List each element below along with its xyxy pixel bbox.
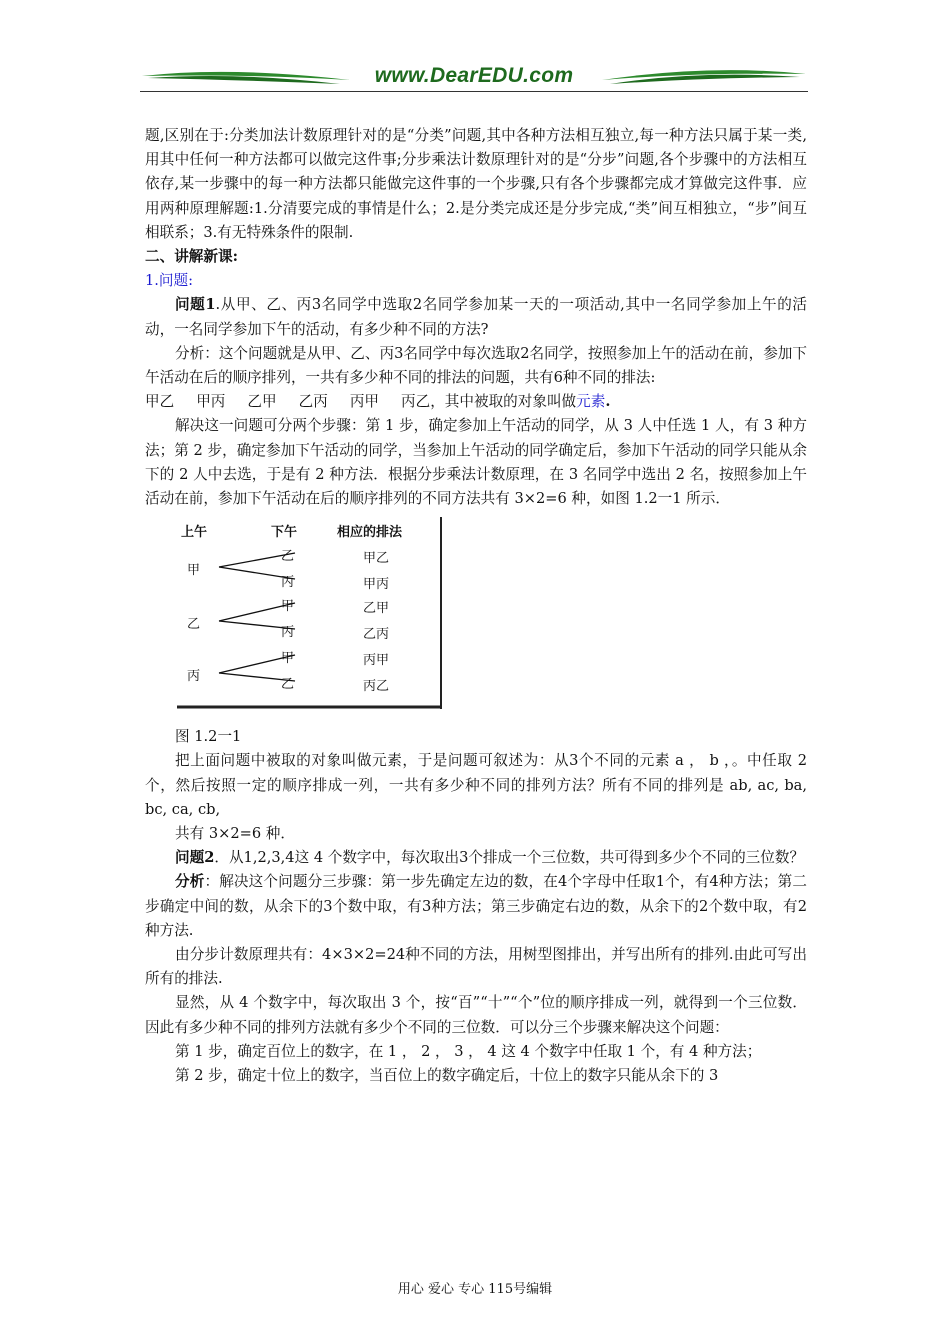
tree-root: 甲 [187, 563, 201, 579]
paragraph-restate: 把上面问题中被取的对象叫做元素，于是问题可叙述为：从3个不同的元素 a ， b ，。中任取 2 个，然后按照一定的顺序排成一列，一共有多少种不同的排列方法？所有不同的排列是 ab, ac, ba, bc, ca, cb, [145, 752, 807, 818]
tree-result: 甲丙 [363, 577, 390, 593]
question-2-label: 问题2 [175, 849, 215, 867]
step-1: 第 1 步，确定百位上的数字，在 1 ， 2 ， 3 ， 4 这 4 个数字中任取 1 个，有 4 种方法； [175, 1042, 762, 1060]
document-body [145, 124, 807, 1088]
site-logo-text: www.DearEDU.com [374, 64, 574, 87]
analysis-2-label: 分析 [175, 873, 205, 891]
question-1 [145, 293, 807, 341]
perm-item: 甲乙 [145, 393, 175, 411]
tree-branch: 乙 [281, 677, 295, 693]
solution-1: 解决这一问题可分两个步骤：第 1 步，确定参加上午活动的同学，从 3 人中任选 1 人，有 3 种方法；第 2 步，确定参加下午活动的同学，当参加上午活动的同学确定后，参加下午活动的同学只能从余下的 2 人中去选，于是有 2 种方法．根据分步乘法计数原理，在 3 名同学中选出 2 名，按照参加上午活动在前，参加下午活动在后的顺序排列的不同方法共有 3×2=6 种，如图 1.2一1 所示． [145, 417, 807, 508]
page-footer: 用心 爱心 专心 115号编辑 [397, 1282, 553, 1297]
element-term-link[interactable]: 元素 [576, 393, 606, 411]
paragraph-obvious: 显然，从 4 个数字中，每次取出 3 个，按“百”“十”“个”位的顺序排成一列，就得到一个三位数．因此有多少种不同的排列方法就有多少个不同的三位数．可以分三个步骤来解决这个问题： [145, 994, 807, 1036]
column-header-afternoon: 下午 [271, 525, 298, 541]
column-header-morning: 上午 [181, 525, 208, 541]
paragraph-tree: 由分步计数原理共有：4×3×2=24种不同的方法，用树型图排出，并写出所有的排列.由此可写出所有的排法. [145, 946, 807, 988]
tree-diagram-lines [173, 517, 453, 713]
question-1-label: 问题1 [175, 296, 216, 314]
tree-diagram-figure [173, 517, 453, 713]
step-2: 第 2 步，确定十位上的数字，当百位上的数字确定后，十位上的数字只能从余下的 3 [175, 1067, 719, 1085]
header-divider [140, 91, 808, 92]
paragraph-principles: 题,区别在于:分类加法计数原理针对的是“分类”问题,其中各种方法相互独立,每一种方法只属于某一类,用其中任何一种方法都可以做完这件事;分步乘法计数原理针对的是“分步”问题,各个步骤中的方法相互依存,某一步骤中的每一种方法都只能做完这件事的一个步骤,只有各个步骤都完成才算做完这件事．应用两种原理解题:1.分清要完成的事情是什么；2.是分类完成还是分步完成,“类”间互相独立，“步”间互相联系；3.有无特殊条件的限制. [145, 127, 807, 241]
analysis-2 [145, 870, 807, 943]
tree-result: 乙丙 [363, 627, 390, 643]
tree-root: 乙 [187, 617, 201, 633]
figure-caption: 图 1.2一1 [175, 728, 242, 746]
tree-root: 丙 [187, 669, 201, 685]
tree-result: 甲乙 [363, 551, 390, 567]
paragraph-total: 共有 3×2=6 种． [175, 825, 295, 843]
perm-item: 乙甲 [247, 393, 277, 411]
tree-result: 丙乙 [363, 679, 390, 695]
tree-branch: 丙 [281, 575, 295, 591]
question-2 [145, 846, 807, 870]
tree-branch: 甲 [281, 651, 295, 667]
perm-item: 甲丙 [196, 393, 226, 411]
perm-last: 丙乙，其中被取的对象叫做 [401, 393, 577, 411]
perm-item: 乙丙 [298, 393, 328, 411]
tree-result: 丙甲 [363, 653, 390, 669]
tree-branch: 乙 [281, 549, 295, 565]
question-2-text: ．从1,2,3,4这 4 个数字中，每次取出3个排成一个三位数，共可得到多少个不同的三位数？ [214, 849, 805, 867]
section-heading: 二、讲解新课: [145, 248, 238, 266]
permutation-list [145, 390, 807, 414]
tree-result: 乙甲 [363, 601, 390, 617]
period: . [605, 393, 611, 411]
tree-branch: 甲 [281, 599, 295, 615]
subheading-question: 1.问题: [145, 272, 194, 290]
question-1-text: .从甲、乙、丙3名同学中选取2名同学参加某一天的一项活动,其中一名同学参加上午的活动，一名同学参加下午的活动，有多少种不同的方法? [145, 296, 807, 338]
analysis-2-text: ：解决这个问题分三步骤：第一步先确定左边的数，在4个字母中任取1个，有4种方法；第二步确定中间的数，从余下的3个数中取，有3种方法；第三步确定右边的数，从余下的2个数中取，有2种方法. [145, 873, 807, 939]
column-header-arrangement: 相应的排法 [337, 525, 403, 541]
tree-branch: 丙 [281, 625, 295, 641]
analysis-1: 分析：这个问题就是从甲、乙、丙3名同学中每次选取2名同学，按照参加上午的活动在前，参加下午活动在后的顺序排列，一共有多少种不同的排法的问题，共有6种不同的排法: [145, 344, 807, 387]
perm-item: 丙甲 [349, 393, 380, 411]
